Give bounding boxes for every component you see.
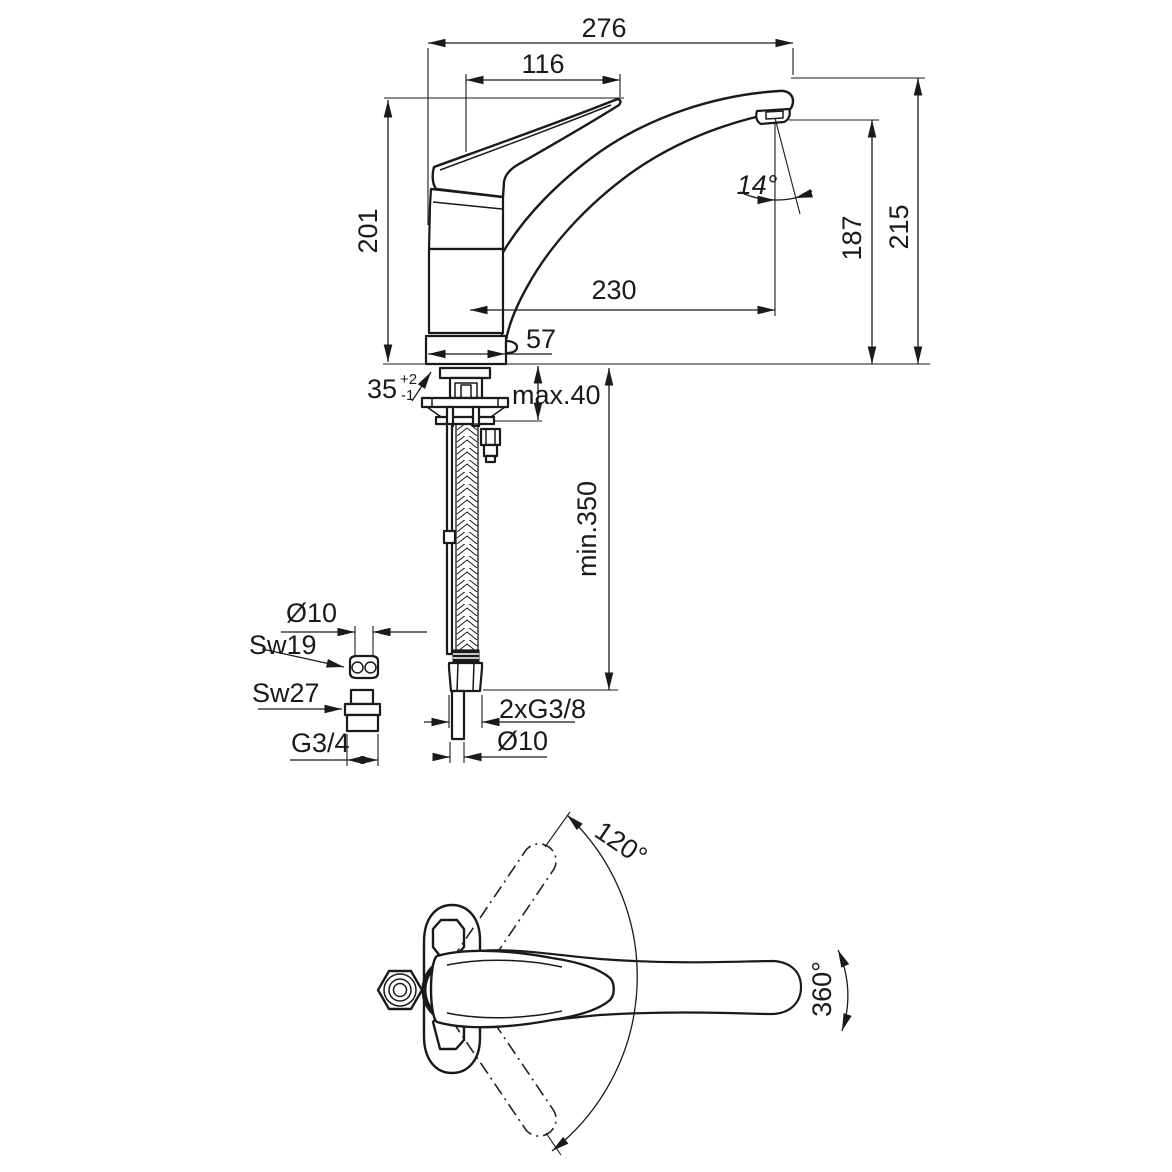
second-hose-tip bbox=[486, 456, 495, 462]
label-overall-height: 215 bbox=[884, 204, 914, 250]
clamp-bottom-bar bbox=[436, 417, 494, 424]
label-counter-thickness: max.40 bbox=[512, 380, 601, 410]
cartridge-section bbox=[429, 189, 503, 249]
hose-nut-facet bbox=[473, 663, 474, 691]
hose-end-pipe bbox=[452, 691, 464, 739]
arc-360-degree bbox=[838, 950, 848, 1031]
plate-hole-top bbox=[433, 920, 464, 956]
arc-extension-lower bbox=[546, 1133, 561, 1155]
stud-collar bbox=[444, 531, 455, 543]
label-hose-clearance: min.350 bbox=[572, 480, 602, 578]
hose-ferrule bbox=[453, 650, 479, 663]
second-hose-nut bbox=[481, 429, 500, 445]
braided-hose bbox=[456, 424, 478, 650]
base-check-valve-bump bbox=[506, 341, 517, 353]
plug-thread-g34 bbox=[347, 715, 378, 731]
label-hose-threads: 2xG3/8 bbox=[499, 694, 587, 724]
clamp-prong-right bbox=[473, 407, 479, 426]
label-base-width: 57 bbox=[525, 324, 557, 354]
body-cylinder bbox=[429, 249, 503, 333]
side-view bbox=[249, 13, 930, 766]
plug-head-sw27 bbox=[351, 690, 373, 704]
plug-collar bbox=[345, 704, 380, 715]
label-olive-diameter: Ø10 bbox=[286, 598, 338, 628]
second-hose-stub bbox=[484, 445, 497, 456]
label-olive-wrench: Sw19 bbox=[249, 630, 317, 660]
label-spout-swivel: 360° bbox=[807, 961, 837, 1017]
hose-nut-facet bbox=[457, 663, 458, 691]
angle-14-arc-right bbox=[795, 191, 812, 198]
mounting-hardware bbox=[422, 368, 508, 739]
label-lever-swivel: 120° bbox=[589, 815, 653, 872]
label-plug-wrench: Sw27 bbox=[252, 678, 320, 708]
plan-view bbox=[378, 812, 848, 1155]
label-aerator-height: 187 bbox=[837, 215, 867, 261]
label-plug-thread: G3/4 bbox=[291, 728, 350, 758]
label-hole-value: 35 bbox=[367, 374, 398, 404]
label-overall-projection: 276 bbox=[581, 13, 627, 43]
label-lever-length: 116 bbox=[521, 49, 565, 79]
angle-14-arc-mid bbox=[775, 198, 795, 200]
accessory-parts bbox=[345, 656, 380, 731]
label-spout-reach: 230 bbox=[591, 275, 637, 305]
arc-extension-upper bbox=[545, 812, 570, 847]
olive-nut-sw19 bbox=[350, 656, 378, 678]
label-lever-height: 201 bbox=[353, 208, 383, 254]
clamp-plate bbox=[422, 398, 508, 407]
shank-flange bbox=[440, 368, 490, 378]
label-hole-tol-plus: +2 bbox=[400, 371, 418, 388]
label-hole-tol-minus: -1 bbox=[401, 387, 415, 404]
hose-connection-nut bbox=[449, 663, 482, 691]
faucet-outline bbox=[426, 91, 793, 364]
base-ring bbox=[426, 336, 506, 364]
label-aerator-angle: 14° bbox=[736, 170, 778, 200]
label-pipe-diameter: Ø10 bbox=[497, 726, 549, 756]
